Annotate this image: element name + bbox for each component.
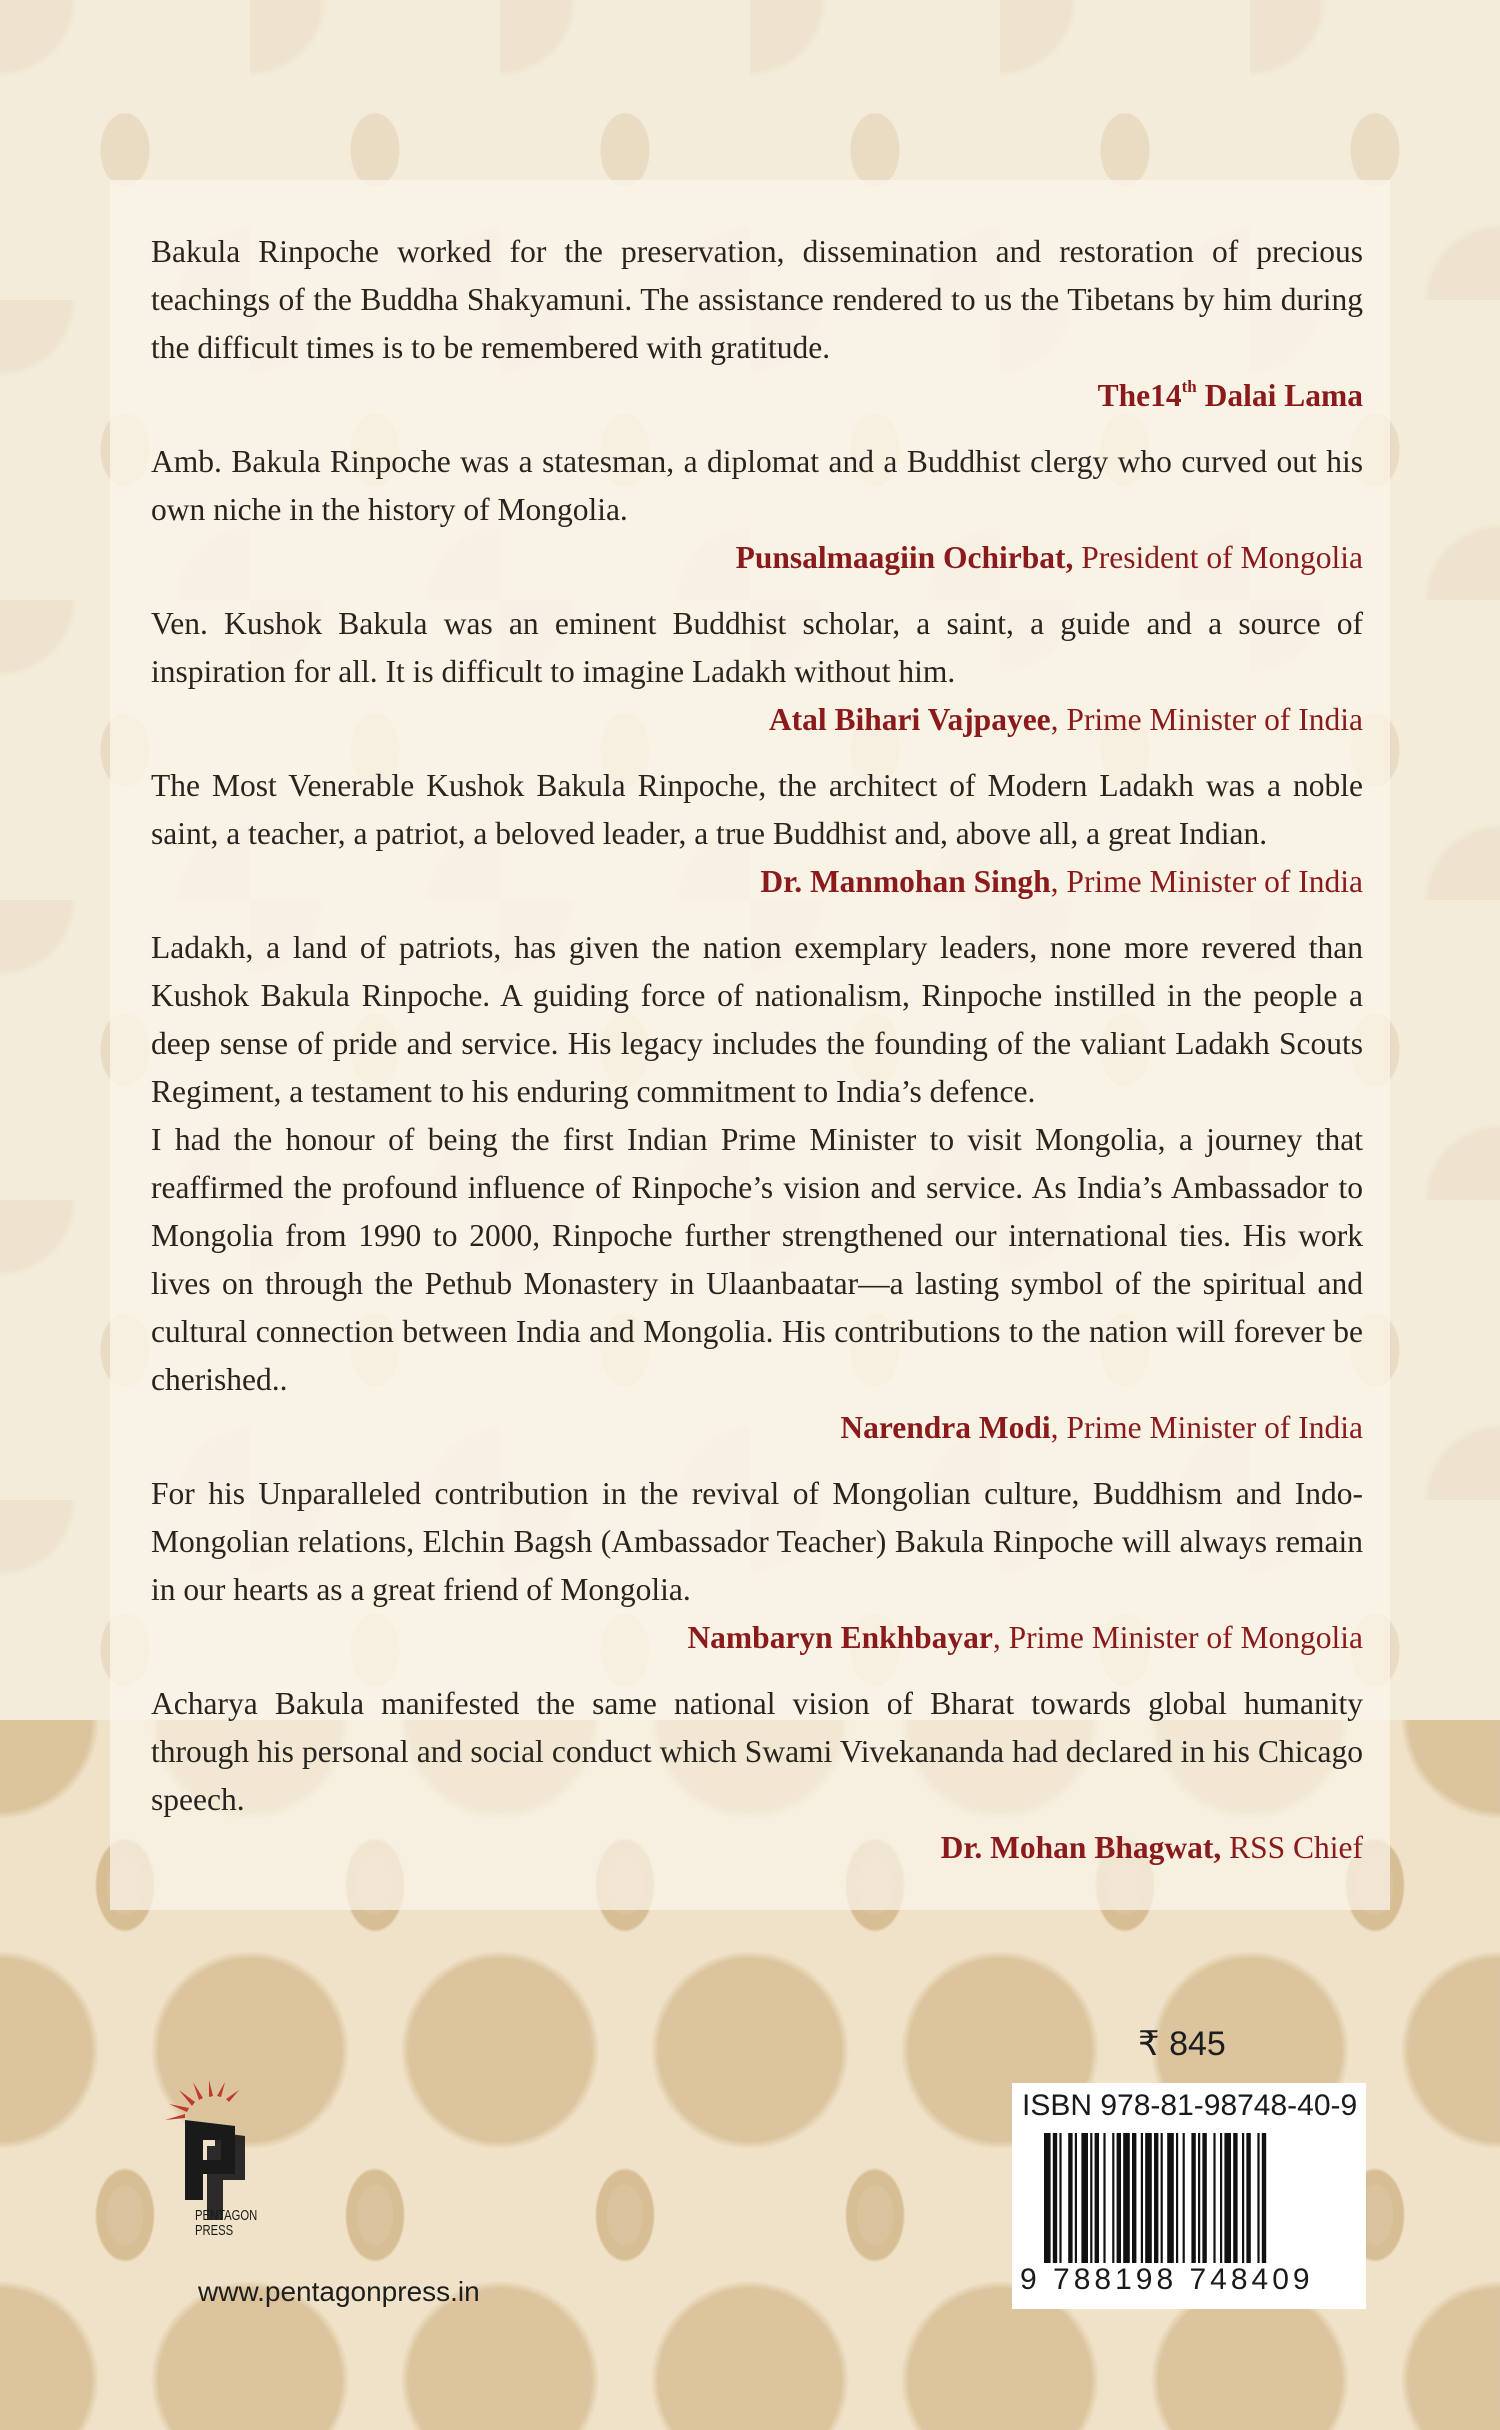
- barcode-bar: [1145, 2133, 1152, 2263]
- barcode-bar: [1242, 2133, 1244, 2263]
- barcode-bar: [1246, 2133, 1250, 2263]
- barcode: [1044, 2133, 1348, 2263]
- barcode-bar: [1123, 2133, 1130, 2263]
- barcode-bar: [1117, 2133, 1121, 2263]
- barcode-block: [1012, 2083, 1366, 2309]
- barcode-bar: [1198, 2133, 1200, 2263]
- quote-attribution: [151, 534, 1363, 582]
- attribution-title: , Prime Minister of India: [1050, 1410, 1363, 1445]
- attribution-name: Dr. Mohan Bhagwat,: [940, 1830, 1222, 1865]
- barcode-digits: 9 788198 748409: [1020, 2263, 1314, 2296]
- attribution-title: , Prime Minister of India: [1050, 702, 1363, 737]
- attribution-name-part: The14: [1097, 378, 1182, 413]
- quote-text: Bakula Rinpoche worked for the preservation, dissemination and restoration of precious teachings of the Buddha Shakyamuni. The assistance rendered to us the Tibetans by him during the difficult times is to be remembered with gratitude.: [151, 234, 1363, 365]
- endorsement-bhagwat: [151, 1680, 1363, 1872]
- barcode-bar: [1233, 2133, 1237, 2263]
- quote-attribution: [151, 696, 1363, 744]
- isbn-label: ISBN 978-81-98748-40-9: [1022, 2089, 1358, 2122]
- quote-attribution: [151, 1404, 1363, 1452]
- barcode-bar: [1220, 2133, 1222, 2263]
- barcode-bar: [1183, 2133, 1185, 2263]
- barcode-bar: [1095, 2133, 1099, 2263]
- barcode-bar: [1224, 2133, 1231, 2263]
- attribution-name: Dr. Manmohan Singh: [760, 864, 1051, 899]
- barcode-bar: [1213, 2133, 1215, 2263]
- attribution-name-part: Dalai Lama: [1196, 378, 1363, 413]
- barcode-bar: [1191, 2133, 1195, 2263]
- quote-text: The Most Venerable Kushok Bakula Rinpoche, the architect of Modern Ladakh was a noble saint, a teacher, a patriot, a beloved leader, a true Buddhist and, above all, a great Indian.: [151, 768, 1363, 851]
- attribution-title: , Prime Minister of India: [1050, 864, 1363, 899]
- endorsement-vajpayee: [151, 600, 1363, 744]
- barcode-bar: [1154, 2133, 1158, 2263]
- quote-text: Ladakh, a land of patriots, has given the nation exemplary leaders, none more revered than Kushok Bakula Rinpoche. A guiding force of nationalism, Rinpoche instilled in the people a deep sense of pride and service. His legacy includes the founding of the valiant Ladakh Scouts Regiment, a testament to his enduring commitment to India’s defence.: [151, 930, 1363, 1109]
- quote-attribution: [151, 1824, 1363, 1872]
- barcode-bar: [1257, 2133, 1259, 2263]
- attribution-title: President of Mongolia: [1073, 540, 1363, 575]
- barcode-bar: [1044, 2133, 1051, 2263]
- price-label: ₹ 845: [1138, 2025, 1226, 2063]
- barcode-bar: [1167, 2133, 1174, 2263]
- pentagon-press-logo: [155, 2080, 295, 2240]
- attribution-superscript: th: [1181, 377, 1197, 396]
- barcode-bar: [1090, 2133, 1092, 2263]
- barcode-bar: [1132, 2133, 1136, 2263]
- attribution-name: Nambaryn Enkhbayar: [687, 1620, 993, 1655]
- endorsement-manmohan-singh: [151, 762, 1363, 906]
- barcode-bar: [1112, 2133, 1114, 2263]
- endorsements: [151, 228, 1363, 1890]
- logo-wordmark: [195, 2208, 257, 2238]
- quote-attribution: [151, 858, 1363, 906]
- publisher-website: www.pentagonpress.in: [198, 2276, 480, 2307]
- quote-text: For his Unparalleled contribution in the revival of Mongolian culture, Buddhism and Indo-Mongolian relations, Elchin Bagsh (Ambassador Teacher) Bakula Rinpoche will always remain in our hearts as a great friend of Mongolia.: [151, 1476, 1363, 1607]
- barcode-bar: [1202, 2133, 1206, 2263]
- barcode-bar: [1059, 2133, 1061, 2263]
- attribution-name: Punsalmaagiin Ochirbat,: [735, 540, 1074, 575]
- attribution-name: [1098, 378, 1363, 413]
- quote-attribution: [151, 1614, 1363, 1662]
- quote-text: Acharya Bakula manifested the same national vision of Bharat towards global humanity through his personal and social conduct which Swami Vivekananda had declared in his Chicago speech.: [151, 1686, 1363, 1817]
- attribution-name: Narendra Modi: [840, 1410, 1051, 1445]
- barcode-bar: [1103, 2133, 1105, 2263]
- barcode-bar: [1161, 2133, 1163, 2263]
- barcode-bar: [1262, 2133, 1266, 2263]
- barcode-bar: [1176, 2133, 1178, 2263]
- endorsement-modi: [151, 924, 1363, 1452]
- barcode-bar: [1068, 2133, 1072, 2263]
- logo-line1: PENTAGON: [195, 2207, 258, 2224]
- logo-line2: PRESS: [195, 2222, 234, 2239]
- barcode-bar: [1053, 2133, 1057, 2263]
- quote-attribution: [151, 372, 1363, 420]
- endorsement-dalai-lama: [151, 228, 1363, 420]
- attribution-title: RSS Chief: [1221, 1830, 1363, 1865]
- quote-text: Amb. Bakula Rinpoche was a statesman, a diplomat and a Buddhist clergy who curved out his own niche in the history of Mongolia.: [151, 444, 1363, 527]
- quote-text: Ven. Kushok Bakula was an eminent Buddhist scholar, a saint, a guide and a source of inspiration for all. It is difficult to imagine Ladakh without him.: [151, 606, 1363, 689]
- quote-text-continued: I had the honour of being the first Indian Prime Minister to visit Mongolia, a journey that reaffirmed the profound influence of Rinpoche’s vision and service. As India’s Ambassador to Mongolia from 1990 to 2000, Rinpoche further strengthened our international ties. His work lives on through the Pethub Monastery in Ulaanbaatar—a lasting symbol of the spiritual and cultural connection between India and Mongolia. His contributions to the nation will forever be cherished..: [151, 1122, 1363, 1397]
- endorsement-ochirbat: [151, 438, 1363, 582]
- barcode-bar: [1141, 2133, 1143, 2263]
- barcode-bar: [1075, 2133, 1077, 2263]
- barcode-bar: [1081, 2133, 1088, 2263]
- attribution-name: Atal Bihari Vajpayee: [768, 702, 1051, 737]
- attribution-title: , Prime Minister of Mongolia: [992, 1620, 1363, 1655]
- endorsement-enkhbayar: [151, 1470, 1363, 1662]
